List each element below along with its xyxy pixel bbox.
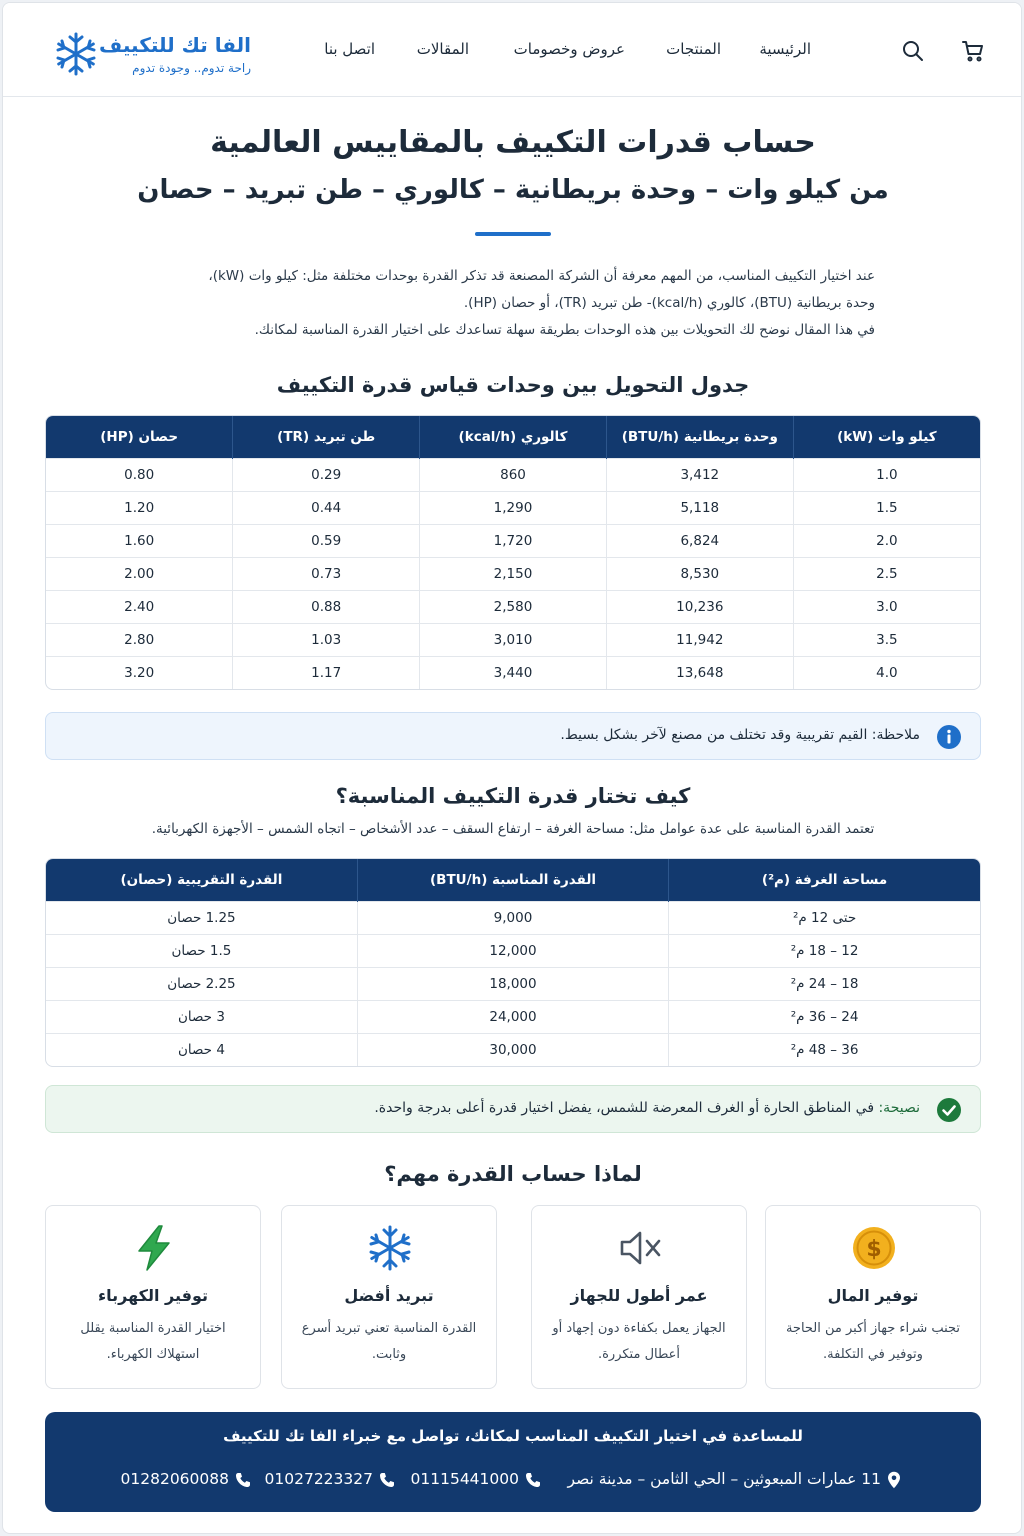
table-cell: 3.5 (793, 623, 980, 656)
table-row (46, 656, 980, 689)
tip-note (45, 1085, 981, 1133)
table-cell: 0.59 (233, 524, 420, 557)
info-icon (936, 724, 962, 750)
column-header: كيلو وات (kW) (793, 416, 980, 458)
table-header-row (46, 859, 980, 901)
card-description: اختيار القدرة المناسبة يقلل استهلاك الكهرباء. (80, 1321, 226, 1362)
table-row (46, 901, 980, 934)
table-cell: 18 – 24 م² (669, 967, 980, 1000)
page-title: حساب قدرات التكييف بالمقاييس العالمية (210, 125, 816, 160)
mute-speaker-icon (616, 1224, 664, 1272)
table-cell: 2,580 (420, 590, 607, 623)
column-header: مساحة الغرفة (م²) (669, 859, 980, 901)
table-cell: 24 – 36 م² (669, 1000, 980, 1033)
card-longer-life (531, 1205, 747, 1389)
table-header-row (46, 416, 980, 458)
site-header (3, 3, 1022, 97)
table-cell: 9,000 (357, 901, 668, 934)
title-underline (475, 232, 551, 236)
info-note-text: ملاحظة: القيم تقريبية وقد تختلف من مصنع لآخر بشكل بسيط. (560, 727, 920, 743)
conversion-heading: جدول التحويل بين وحدات قياس قدرة التكييف (276, 373, 750, 397)
nav-offers[interactable]: عروض وخصومات (513, 40, 625, 58)
tip-note-text (374, 1100, 920, 1116)
phone-icon (379, 1472, 395, 1488)
intro-paragraph (145, 263, 875, 344)
table-cell: 8,530 (606, 557, 793, 590)
address-text: 11 عمارات المبعوثين – الحي الثامن – مدينة نصر (567, 1470, 881, 1488)
table-cell: 1.60 (46, 524, 233, 557)
phone-number[interactable]: 01282060088 (120, 1470, 229, 1488)
table-cell: 12,000 (357, 934, 668, 967)
table-cell: حتى 12 م² (669, 901, 980, 934)
table-cell: 3,010 (420, 623, 607, 656)
table-row (46, 557, 980, 590)
table-cell: 3,412 (606, 458, 793, 491)
page-subtitle: من كيلو وات – وحدة بريطانية – كالوري – طن تبريد – حصان (137, 175, 889, 205)
table-cell: 1.03 (233, 623, 420, 656)
table-cell: 2.80 (46, 623, 233, 656)
page (2, 2, 1022, 1534)
table-cell: 4 حصان (46, 1033, 357, 1066)
svg-text:$: $ (866, 1237, 882, 1262)
card-title: توفير المال (827, 1286, 919, 1305)
table-cell: 3.0 (793, 590, 980, 623)
table-cell: 24,000 (357, 1000, 668, 1033)
location-pin-icon (887, 1471, 901, 1489)
intro-line: عند اختيار التكييف المناسب، من المهم معرفة أن الشركة المصنعة قد تذكر القدرة بوحدات مختلفة مثل: كيلو وات (kW)، (208, 268, 875, 284)
card-save-electricity (45, 1205, 261, 1389)
card-better-cooling (281, 1205, 497, 1389)
footer-address (568, 1470, 901, 1489)
phone-icon (525, 1472, 541, 1488)
table-cell: 1.5 (793, 491, 980, 524)
tip-label: نصيحة: (878, 1100, 920, 1116)
footer-phone[interactable] (121, 1470, 251, 1488)
snowflake-icon (366, 1224, 414, 1272)
card-description: القدرة المناسبة تعني تبريد أسرع وثابت. (301, 1321, 477, 1362)
table-cell: 0.88 (233, 590, 420, 623)
table-cell: 13,648 (606, 656, 793, 689)
table-cell: 0.29 (233, 458, 420, 491)
logo-tagline: راحة تدوم.. وجودة تدوم (132, 61, 251, 75)
table-cell: 2.0 (793, 524, 980, 557)
check-circle-icon (936, 1097, 962, 1123)
cart-icon[interactable] (961, 39, 985, 63)
table-cell: 1.0 (793, 458, 980, 491)
card-description: تجنب شراء جهاز أكبر من الحاجة وتوفير في التكلفة. (785, 1321, 961, 1362)
table-cell: 18,000 (357, 967, 668, 1000)
why-heading: لماذا حساب القدرة مهم؟ (384, 1162, 642, 1186)
table-cell: 4.0 (793, 656, 980, 689)
footer-title: للمساعدة في اختيار التكييف المناسب لمكانك، تواصل مع خبراء الفا تك للتكييف (223, 1427, 803, 1445)
table-cell: 1.5 حصان (46, 934, 357, 967)
nav-contact[interactable]: اتصل بنا (324, 40, 375, 58)
card-title: عمر أطول للجهاز (570, 1286, 708, 1305)
table-cell: 11,942 (606, 623, 793, 656)
tip-text: في المناطق الحارة أو الغرف المعرضة للشمس، يفضل اختيار قدرة أعلى بدرجة واحدة. (374, 1100, 879, 1116)
conversion-table (45, 415, 981, 690)
logo-name: الفا تك للتكييف (99, 33, 251, 57)
table-cell: 0.44 (233, 491, 420, 524)
table-cell: 2.00 (46, 557, 233, 590)
phone-icon (235, 1472, 251, 1488)
table-cell: 30,000 (357, 1033, 668, 1066)
table-cell: 3 حصان (46, 1000, 357, 1033)
card-title: توفير الكهرباء (97, 1286, 209, 1305)
table-row (46, 623, 980, 656)
table-cell: 1.25 حصان (46, 901, 357, 934)
table-row (46, 458, 980, 491)
intro-line: وحدة بريطانية (BTU)، كالوري (kcal/h)- طن تبريد (TR)، أو حصان (HP). (463, 295, 875, 311)
column-header: وحدة بريطانية (BTU/h) (606, 416, 793, 458)
coin-icon (850, 1224, 898, 1272)
table-cell: 1.20 (46, 491, 233, 524)
table-cell: 5,118 (606, 491, 793, 524)
card-title: تبريد أفضل (344, 1286, 434, 1305)
lightning-icon (130, 1224, 178, 1272)
column-header: طن تبريد (TR) (233, 416, 420, 458)
footer-phone[interactable] (411, 1470, 541, 1488)
footer-phone[interactable] (265, 1470, 395, 1488)
table-cell: 2.25 حصان (46, 967, 357, 1000)
table-row (46, 524, 980, 557)
phone-number[interactable]: 01027223327 (264, 1470, 373, 1488)
choose-subtitle: تعتمد القدرة المناسبة على عدة عوامل مثل: مساحة الغرفة – ارتفاع السقف – عدد الأشخاص – اتجاه الشمس – الأجهزة الكهربائية. (151, 821, 875, 837)
table-cell: 2.40 (46, 590, 233, 623)
table-cell: 0.73 (233, 557, 420, 590)
room-size-table (45, 858, 981, 1067)
column-header: كالوري (kcal/h) (420, 416, 607, 458)
table-cell: 1.17 (233, 656, 420, 689)
table-cell: 3,440 (420, 656, 607, 689)
main-nav (3, 40, 1022, 64)
card-save-money (765, 1205, 981, 1389)
table-cell: 12 – 18 م² (669, 934, 980, 967)
column-header: القدرة التقريبية (حصان) (46, 859, 357, 901)
table-cell: 860 (420, 458, 607, 491)
nav-articles[interactable]: المقالات (416, 40, 469, 58)
card-description: الجهاز يعمل بكفاءة دون إجهاد أو أعطال متكررة. (552, 1321, 726, 1362)
table-row (46, 590, 980, 623)
table-row (46, 491, 980, 524)
info-note (45, 712, 981, 760)
table-cell: 36 – 48 م² (669, 1033, 980, 1066)
table-row (46, 1000, 980, 1033)
column-header: حصان (HP) (46, 416, 233, 458)
phone-number[interactable]: 01115441000 (410, 1470, 519, 1488)
table-cell: 0.80 (46, 458, 233, 491)
contact-footer (45, 1412, 981, 1512)
table-cell: 2,150 (420, 557, 607, 590)
table-cell: 10,236 (606, 590, 793, 623)
table-cell: 1,720 (420, 524, 607, 557)
table-row (46, 934, 980, 967)
table-row (46, 1033, 980, 1066)
nav-products[interactable]: المنتجات (666, 40, 721, 58)
nav-home[interactable]: الرئيسية (759, 40, 811, 58)
table-cell: 1,290 (420, 491, 607, 524)
search-icon[interactable] (901, 39, 925, 63)
intro-line: في هذا المقال نوضح لك التحويلات بين هذه الوحدات بطريقة سهلة تساعدك على اختيار القدرة المناسبة لمكانك. (254, 322, 875, 338)
choose-heading: كيف تختار قدرة التكييف المناسبة؟ (335, 784, 691, 808)
table-cell: 6,824 (606, 524, 793, 557)
table-cell: 2.5 (793, 557, 980, 590)
table-cell: 3.20 (46, 656, 233, 689)
table-row (46, 967, 980, 1000)
column-header: القدرة المناسبة (BTU/h) (357, 859, 668, 901)
